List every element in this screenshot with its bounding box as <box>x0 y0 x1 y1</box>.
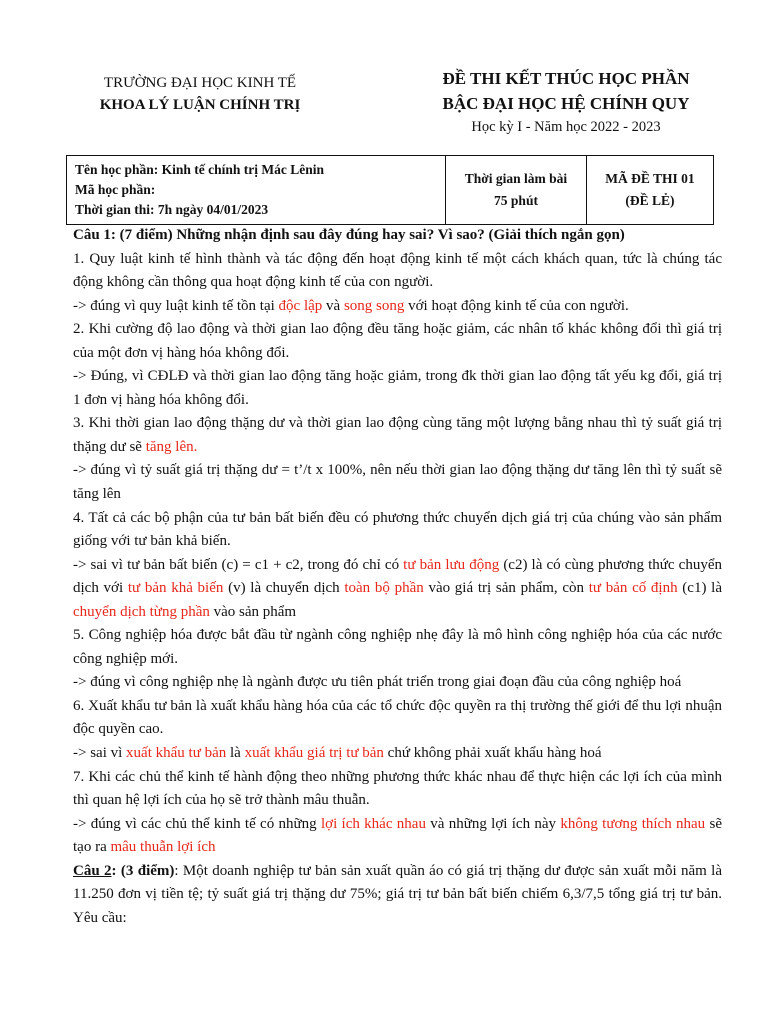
answer-2: -> Đúng, vì CĐLĐ và thời gian lao động tăng hoặc giảm, trong đk thời gian lao động tất yếu kg đổi, giá trị 1 đơn vị hàng hóa không đổi. <box>73 368 722 408</box>
university-name: TRƯỜNG ĐẠI HỌC KINH TẾ <box>103 75 297 91</box>
answer-4: -> sai vì tư bản bất biến (c) = c1 + c2, trong đó chỉ có tư bản lưu động (c2) là có cùng phương thức chuyển dịch với tư bản khả biến (v) là chuyển dịch toàn bộ phần vào giá trị sản phẩm, còn tư bản cố định (c1) là chuyển dịch từng phần vào sản phẩm <box>73 556 722 620</box>
duration-value: 75 phút <box>494 193 538 208</box>
exam-content <box>73 224 722 930</box>
highlight-text: song song <box>343 297 405 314</box>
course-info-cell <box>67 156 446 225</box>
highlight-text: xuất khẩu giá trị tư bản <box>244 745 384 762</box>
statement-6: 6. Xuất khẩu tư bản là xuất khẩu hàng hóa của các tổ chức độc quyền ra thị trường thế giới để thu lợi nhuận độc quyền cao. <box>73 697 722 738</box>
exam-title: ĐỀ THI KẾT THÚC HỌC PHẦN <box>442 69 690 88</box>
answer-6: -> sai vì xuất khẩu tư bản là xuất khẩu giá trị tư bản chứ không phải xuất khẩu hàng hoá <box>73 745 602 762</box>
question-2-text: : Một doanh nghiệp tư bản sản xuất quần áo có giá trị thặng dư được sản xuất mỗi năm là 11.250 đơn vị tiền tệ; tỷ suất giá trị thặng dư 75%; giá trị tư bản bất biến chiếm 6,3/7,5 tổng giá trị tư bản. Yêu cầu: <box>73 862 722 926</box>
exam-code: MÃ ĐỀ THI 01 <box>605 171 695 186</box>
exam-code-type: (ĐỀ LẺ) <box>625 193 675 208</box>
highlight-text: độc lập <box>278 297 323 314</box>
answer-7: -> đúng vì các chủ thể kinh tế có những lợi ích khác nhau và những lợi ích này không tương thích nhau sẽ tạo ra mâu thuẫn lợi ích <box>73 815 722 856</box>
statement-4: 4. Tất cả các bộ phận của tư bản bất biến đều có phương thức chuyển dịch giá trị của chúng vào sản phẩm giống với tư bản khả biến. <box>73 509 722 550</box>
statement-1: 1. Quy luật kinh tế hình thành và tác động đến hoạt động kinh tế một cách khách quan, tức là chúng tác động không cần thông qua hoạt động kinh tế của con người. <box>73 250 722 291</box>
school-header <box>60 72 340 116</box>
statement-3: 3. Khi thời gian lao động thặng dư và thời gian lao động cùng tăng một lượng bằng nhau thì tỷ suất giá trị thặng dư sẽ tăng lên. <box>73 415 722 455</box>
semester-line: Học kỳ I - Năm học 2022 - 2023 <box>471 119 661 135</box>
highlight-text: tư bản khả biến <box>127 580 224 597</box>
exam-info-table <box>66 155 714 225</box>
course-code-line: Mã học phần: <box>75 182 156 197</box>
duration-cell <box>446 156 587 225</box>
course-label: Tên học phần <box>75 162 154 177</box>
course-name-line <box>75 160 437 180</box>
exam-level: BẬC ĐẠI HỌC HỆ CHÍNH QUY <box>442 94 690 113</box>
highlight-text: mâu thuẫn lợi ích <box>110 839 216 856</box>
highlight-text: không tương thích nhau <box>560 815 706 832</box>
highlight-text: tư bản cố định <box>588 580 678 597</box>
highlight-text: toàn bộ phần <box>344 580 424 597</box>
highlight-text: xuất khẩu tư bản <box>126 745 227 762</box>
faculty-name: KHOA LÝ LUẬN CHÍNH TRỊ <box>99 97 301 113</box>
exam-time-line: Thời gian thi: 7h ngày 04/01/2023 <box>75 202 269 217</box>
statement-5: 5. Công nghiệp hóa được bắt đầu từ ngành công nghiệp nhẹ đây là mô hình công nghiệp hóa của các nước công nghiệp mới. <box>73 627 722 667</box>
exam-code-cell <box>587 156 714 225</box>
duration-label: Thời gian làm bài <box>464 171 568 186</box>
statement-2: 2. Khi cường độ lao động và thời gian lao động đều tăng hoặc giảm, các nhân tố khác không đổi thì giá trị của một đơn vị hàng hóa không đổi. <box>73 321 722 361</box>
highlight-text: lợi ích khác nhau <box>320 815 426 832</box>
question-2: Câu 2: (3 điểm): Một doanh nghiệp tư bản sản xuất quần áo có giá trị thặng dư được sản xuất mỗi năm là 11.250 đơn vị tiền tệ; tỷ suất giá trị thặng dư 75%; giá trị tư bản bất biến chiếm 6,3/7,5 tổng giá trị tư bản. Yêu cầu: <box>73 862 722 926</box>
question-2-label: Câu 2 <box>73 862 112 879</box>
answer-3: -> đúng vì tỷ suất giá trị thặng dư = t’/t x 100%, nên nếu thời gian lao động thặng dư tăng lên thì tỷ suất sẽ tăng lên <box>73 462 722 503</box>
highlight-text: tăng lên. <box>145 438 198 455</box>
question-1-heading: Câu 1: (7 điểm) Những nhận định sau đây đúng hay sai? Vì sao? (Giải thích ngắn gọn) <box>73 227 625 243</box>
answer-5: -> đúng vì công nghiệp nhẹ là ngành được ưu tiên phát triển trong giai đoạn đầu của công nghiệp hoá <box>73 674 682 691</box>
exam-header <box>396 66 736 138</box>
statement-7: 7. Khi các chủ thể kinh tế hành động theo những phương thức khác nhau để thực hiện các lợi ích của mình thì quan hệ lợi ích của họ sẽ trở thành mâu thuẫn. <box>73 768 722 809</box>
question-2-points: (3 điểm) <box>120 862 175 879</box>
highlight-text: chuyển dịch từng phần <box>73 603 210 620</box>
course-value: : Kinh tế chính trị Mác Lênin <box>153 162 325 177</box>
answer-1: -> đúng vì quy luật kinh tế tồn tại độc lập và song song với hoạt động kinh tế của con người. <box>73 297 629 314</box>
highlight-text: tư bản lưu động <box>403 556 500 573</box>
